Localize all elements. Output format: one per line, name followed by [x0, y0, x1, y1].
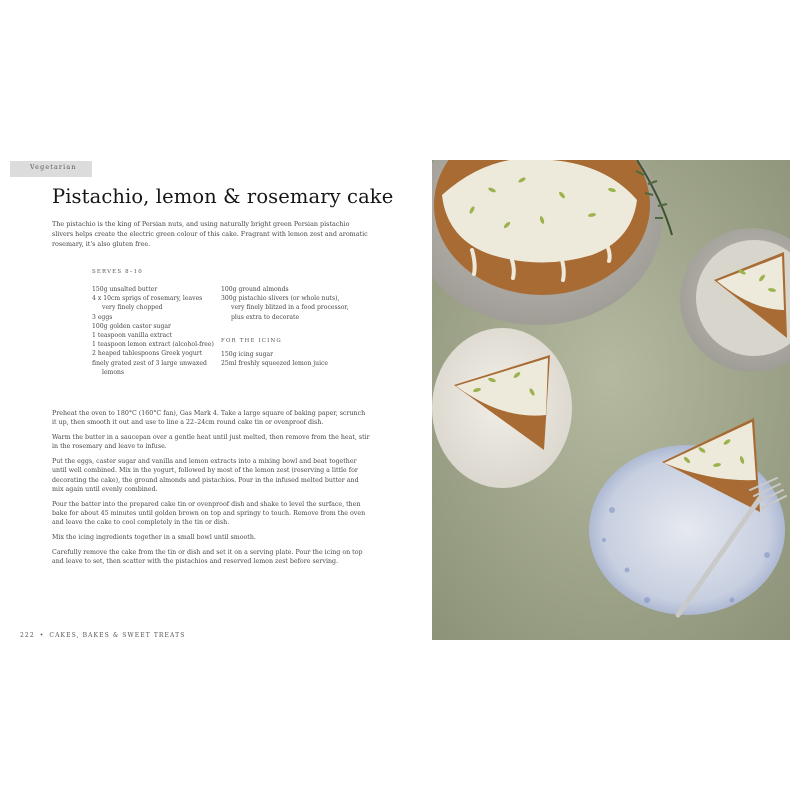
category-tag-label: Vegetarian — [30, 164, 77, 171]
page-number: 222 — [20, 632, 35, 639]
ingredients-list-right — [221, 285, 351, 322]
method-step: Put the eggs, caster sugar and vanilla and lemon extracts into a mixing bowl and beat together until well combined. Mix in the yogurt, followed by most of the lemon zest (reserving a little for decorating the cake), the ground almonds and pistachios. Pour in the infused melted butter and mix again until evenly combined. — [52, 458, 359, 494]
ingredient-item: 25ml freshly squeezed lemon juice — [221, 360, 329, 368]
ingredient-item: 2 heaped tablespoons Greek yogurt — [92, 350, 203, 358]
recipe-photo — [432, 160, 790, 640]
ingredient-item: 1 teaspoon vanilla extract — [92, 332, 173, 340]
ingredient-item: 4 x 10cm sprigs of rosemary, leaves very finely chopped — [92, 295, 203, 312]
icing-ingredients-list — [221, 350, 351, 368]
ingredient-item: 1 teaspoon lemon extract (alcohol-free) — [92, 341, 214, 349]
ingredient-item: 300g pistachio slivers (or whole nuts), very finely blitzed in a food processor, plus extra to decorate — [221, 295, 349, 321]
recipe-intro: The pistachio is the king of Persian nuts, and using naturally bright green Persian pistachio slivers helps create the electric green colour of this cake. Fragrant with lemon zest and aromatic rosemary, it's also gluten free. — [52, 220, 368, 248]
method-step: Mix the icing ingredients together in a small bowl until smooth. — [52, 534, 256, 542]
page-footer — [20, 632, 185, 639]
method-section — [52, 409, 370, 572]
method-step: Pour the batter into the prepared cake tin or ovenproof dish and shake to level the surface, then bake for about 45 minutes until golden brown on top and springy to touch. Remove from the oven and leave the cake to cool completely in the tin or dish. — [52, 500, 366, 527]
method-step: Preheat the oven to 180°C (160°C fan), Gas Mark 4. Take a large square of baking paper, scrunch it up, then smooth it out and use to line a 22–24cm round cake tin or ovenproof dish. — [52, 410, 366, 427]
section-name: CAKES, BAKES & SWEET TREATS — [49, 632, 186, 639]
ingredient-item: 100g ground almonds — [221, 286, 289, 293]
photo-illustration — [432, 160, 790, 640]
icing-heading: FOR THE ICING — [221, 338, 282, 344]
ingredient-item: 150g unsalted butter — [92, 286, 158, 293]
ingredient-item: 150g icing sugar — [221, 351, 274, 358]
recipe-title: Pistachio, lemon & rosemary cake — [52, 185, 394, 208]
ingredients-list-left — [92, 285, 217, 377]
method-step: Warm the butter in a saucepan over a gentle heat until just melted, then remove from the heat, stir in the rosemary and leave to infuse. — [52, 434, 370, 451]
ingredient-item: finely grated zest of 3 large unwaxed lemons — [92, 359, 207, 376]
method-step: Carefully remove the cake from the tin or dish and set it on a serving plate. Pour the icing on top and leave to set, then scatter with the pistachios and reserved lemon zest before serving. — [52, 549, 363, 566]
ingredient-item: 100g golden caster sugar — [92, 322, 171, 330]
footer-separator: • — [39, 632, 45, 639]
serves-label: SERVES 8–10 — [92, 269, 143, 275]
ingredient-item: 3 eggs — [92, 313, 113, 321]
category-tag — [10, 161, 92, 177]
